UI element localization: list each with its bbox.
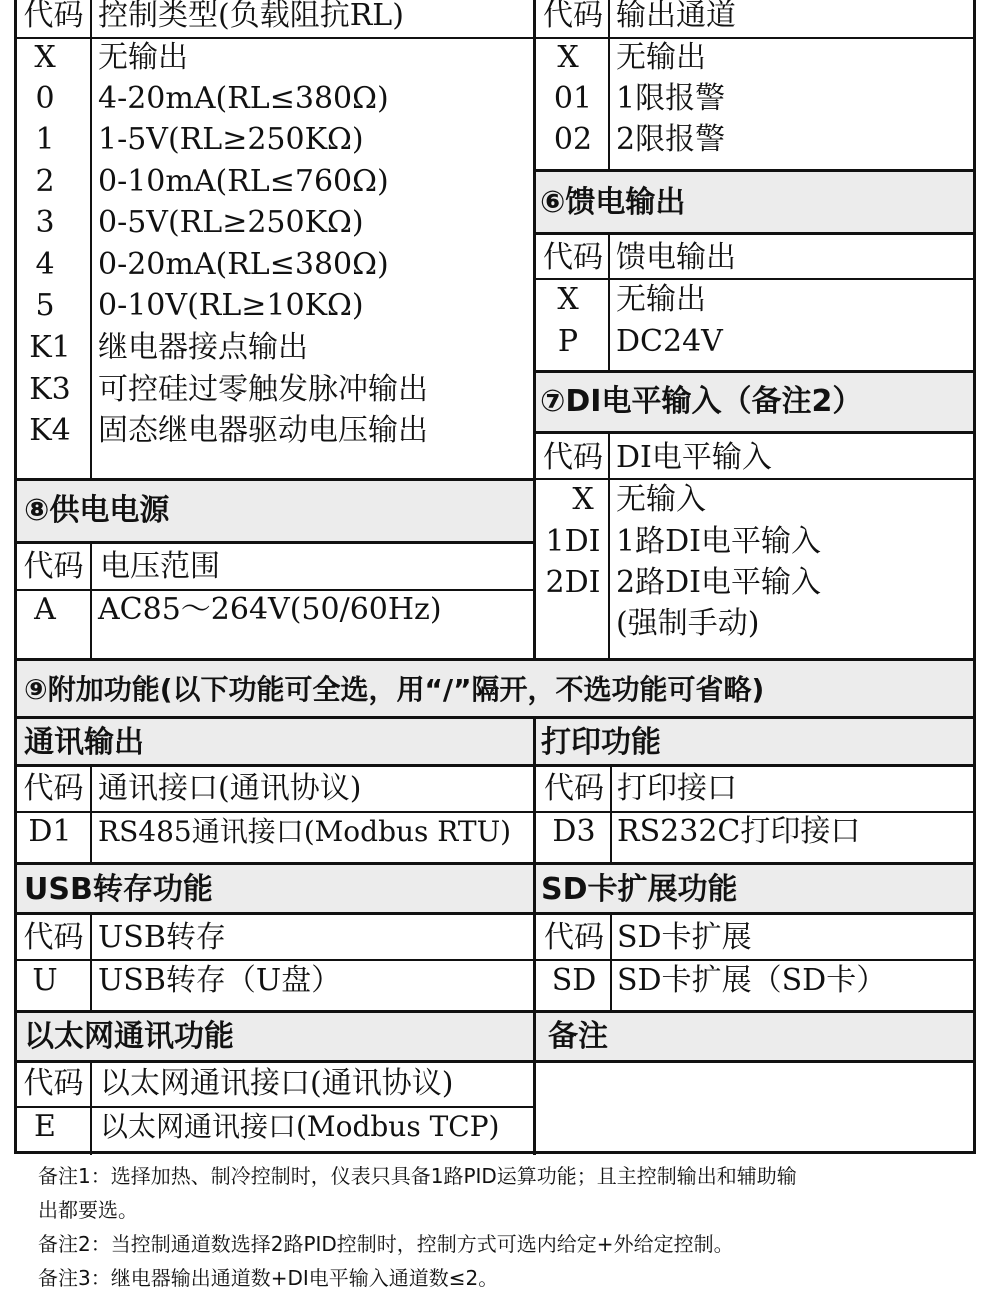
table-row-code: D1 xyxy=(28,814,72,849)
table-row-code: 1DI xyxy=(545,524,601,559)
table-row-code: 4 xyxy=(35,247,55,282)
eth-header-code: 代码 xyxy=(23,1066,84,1101)
table-row-name: 0-10V(RL≥10KΩ) xyxy=(98,288,364,323)
table-row-name: USB转存（U盘） xyxy=(98,963,342,998)
table-row-name: 1限报警 xyxy=(616,81,726,116)
table-row-name: 无输入 xyxy=(616,482,706,517)
usb-header-code: 代码 xyxy=(23,920,84,955)
table-row-name: 可控硅过零触发脉冲输出 xyxy=(98,372,428,407)
table-row-code: K4 xyxy=(29,413,71,448)
power-header-code: 代码 xyxy=(23,549,84,584)
eth-section-title: 以太网通讯功能 xyxy=(24,1019,234,1054)
feed-header-name: 馈电输出 xyxy=(616,240,736,275)
power-header-name: 电压范围 xyxy=(100,549,220,584)
table-row-name: 0-10mA(RL≤760Ω) xyxy=(98,164,389,199)
footnote-2: 备注2：当控制通道数选择2路PID控制时，控制方式可选内给定+外给定控制。 xyxy=(38,1232,734,1256)
table-row-name: 固态继电器驱动电压输出 xyxy=(98,413,428,448)
table-row-code: X xyxy=(34,40,56,75)
table-row-code: A xyxy=(34,592,56,627)
addon-section-title: ⑨附加功能(以下功能可全选，用“/”隔开，不选功能可省略) xyxy=(24,673,765,706)
table-row-name: RS232C打印接口 xyxy=(617,814,861,849)
di-header-name: DI电平输入 xyxy=(616,440,772,475)
comm-section-title: 通讯输出 xyxy=(24,725,144,760)
table-row-code: 01 xyxy=(553,81,593,116)
di-extra-note: (强制手动) xyxy=(616,606,760,641)
table-row-code: P xyxy=(557,324,579,359)
table-row-code: 5 xyxy=(35,288,55,323)
table-row-code: 2DI xyxy=(545,565,601,600)
usb-section-title: USB转存功能 xyxy=(24,872,213,907)
print-header-code: 代码 xyxy=(544,771,604,806)
table-row-name: 2限报警 xyxy=(616,122,726,157)
table-row-name: 1-5V(RL≥250KΩ) xyxy=(98,122,364,157)
footnote-1: 备注1：选择加热、制冷控制时，仪表只具备1路PID运算功能；且主控制输出和辅助输 xyxy=(38,1164,797,1188)
table-row-code: 2 xyxy=(35,164,55,199)
table-row-name: RS485通讯接口(Modbus RTU) xyxy=(98,815,512,848)
remark-section-title: 备注 xyxy=(548,1019,608,1054)
table-row-name: 以太网通讯接口(Modbus TCP) xyxy=(100,1110,500,1143)
table-row-code: K3 xyxy=(29,372,71,407)
footnote-1-cont: 出都要选。 xyxy=(38,1198,138,1222)
table-row-code: SD xyxy=(551,963,597,998)
feed-section-title: ⑥馈电输出 xyxy=(540,185,686,220)
table-row-name: 无输出 xyxy=(98,40,188,75)
table-row-code: K1 xyxy=(29,330,71,365)
table-row-name: 无输出 xyxy=(616,40,706,75)
table-row-name: 2路DI电平输入 xyxy=(616,565,821,600)
table-row-name: 无输出 xyxy=(616,282,706,317)
table-row-name: SD卡扩展（SD卡） xyxy=(617,963,887,998)
table-row-name: 0-5V(RL≥250KΩ) xyxy=(98,205,364,240)
table-row-code: 3 xyxy=(35,205,55,240)
sd-header-name: SD卡扩展 xyxy=(617,920,752,955)
table-row-code: 02 xyxy=(553,122,593,157)
table-row-name: AC85～264V(50/60Hz) xyxy=(98,592,442,627)
di-section-title: ⑦DI电平输入（备注2） xyxy=(540,384,863,419)
print-header-name: 打印接口 xyxy=(617,771,737,806)
table-row-name: 继电器接点输出 xyxy=(98,330,308,365)
sd-section-title: SD卡扩展功能 xyxy=(541,872,738,907)
control-header-name: 控制类型(负载阻抗RL) xyxy=(98,0,404,33)
control-header-code: 代码 xyxy=(23,0,84,33)
table-row-code: X xyxy=(557,40,579,75)
table-row-name: 1路DI电平输入 xyxy=(616,524,821,559)
eth-header-name: 以太网通讯接口(通讯协议) xyxy=(100,1066,454,1101)
power-section-title: ⑧供电电源 xyxy=(24,493,170,528)
table-row-code: 0 xyxy=(35,81,55,116)
output-header-name: 输出通道 xyxy=(616,0,736,33)
table-row-code: E xyxy=(34,1109,56,1144)
table-row-code: U xyxy=(32,963,58,998)
table-row-name: 4-20mA(RL≤380Ω) xyxy=(98,81,389,116)
di-header-code: 代码 xyxy=(543,440,603,475)
footnote-3: 备注3：继电器输出通道数+DI电平输入通道数≤2。 xyxy=(38,1266,499,1290)
table-row-name: DC24V xyxy=(616,324,723,359)
table-row-code: D3 xyxy=(552,814,596,849)
output-header-code: 代码 xyxy=(543,0,603,33)
feed-header-code: 代码 xyxy=(543,240,603,275)
table-row-code: X xyxy=(557,282,579,317)
comm-header-code: 代码 xyxy=(23,771,84,806)
table-row-name: 0-20mA(RL≤380Ω) xyxy=(98,247,389,282)
table-row-code: 1 xyxy=(35,122,55,157)
usb-header-name: USB转存 xyxy=(98,920,226,955)
sd-header-code: 代码 xyxy=(544,920,604,955)
comm-header-name: 通讯接口(通讯协议) xyxy=(98,771,362,806)
table-row-code: X xyxy=(572,482,594,517)
print-section-title: 打印功能 xyxy=(541,725,661,760)
